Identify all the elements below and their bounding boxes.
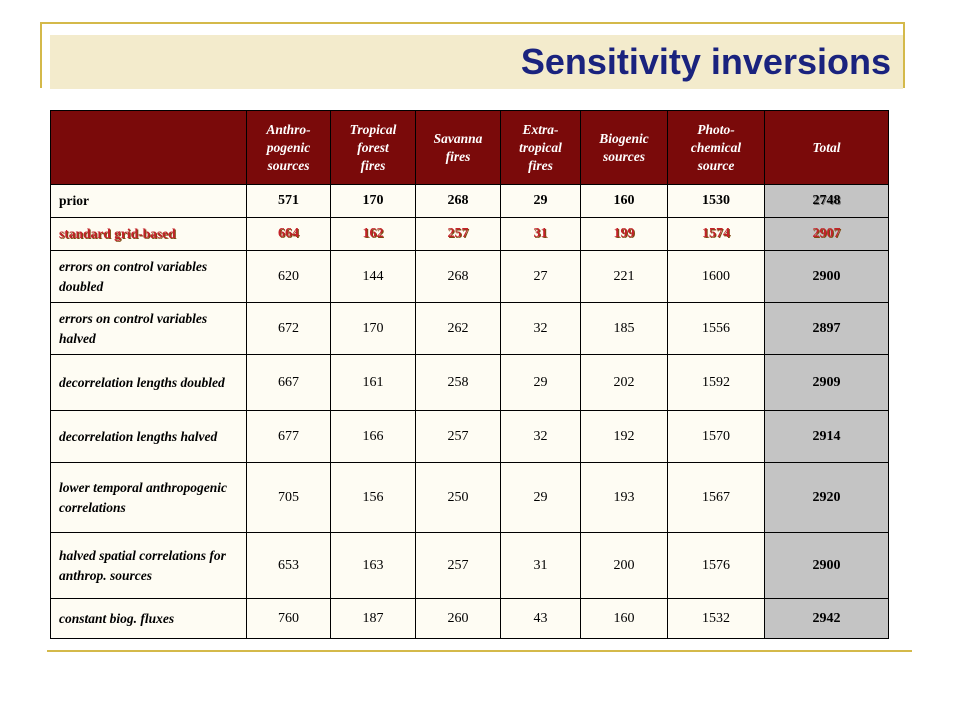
value-cell: 1576 (668, 533, 765, 599)
value-cell: 268 (416, 251, 501, 303)
value-cell: 162 (331, 218, 416, 251)
value-cell: 1574 (668, 218, 765, 251)
value-cell: 193 (581, 463, 668, 533)
value-cell: 192 (581, 411, 668, 463)
table-row (51, 303, 889, 355)
total-cell: 2942 (765, 599, 889, 639)
header-cell: Savanna fires (416, 111, 501, 185)
value-cell: 1530 (668, 185, 765, 218)
value-cell: 705 (247, 463, 331, 533)
value-cell: 200 (581, 533, 668, 599)
header-cell-empty (51, 111, 247, 185)
header-cell: Total (765, 111, 889, 185)
value-cell: 144 (331, 251, 416, 303)
value-cell: 187 (331, 599, 416, 639)
value-cell: 760 (247, 599, 331, 639)
value-cell: 27 (501, 251, 581, 303)
value-cell: 677 (247, 411, 331, 463)
slide-title: Sensitivity inversions (520, 41, 891, 82)
value-cell: 1592 (668, 355, 765, 411)
value-cell: 672 (247, 303, 331, 355)
value-cell: 250 (416, 463, 501, 533)
total-cell: 2900 (765, 251, 889, 303)
value-cell: 163 (331, 533, 416, 599)
value-cell: 667 (247, 355, 331, 411)
value-cell: 257 (416, 411, 501, 463)
value-cell: 160 (581, 599, 668, 639)
value-cell: 257 (416, 533, 501, 599)
sensitivity-table (50, 110, 889, 639)
row-label: decorrelation lengths doubled (51, 355, 247, 411)
value-cell: 29 (501, 185, 581, 218)
header-cell: Photo- chemical source (668, 111, 765, 185)
value-cell: 160 (581, 185, 668, 218)
row-label: decorrelation lengths halved (51, 411, 247, 463)
value-cell: 31 (501, 533, 581, 599)
table-body (51, 185, 889, 639)
frame-line-right (903, 22, 905, 88)
value-cell: 260 (416, 599, 501, 639)
table-row (51, 355, 889, 411)
value-cell: 156 (331, 463, 416, 533)
table-row (51, 411, 889, 463)
total-cell: 2897 (765, 303, 889, 355)
header-cell: Anthro- pogenic sources (247, 111, 331, 185)
value-cell: 29 (501, 355, 581, 411)
table-row (51, 218, 889, 251)
title-bar (50, 35, 903, 89)
value-cell: 199 (581, 218, 668, 251)
value-cell: 268 (416, 185, 501, 218)
table-row (51, 533, 889, 599)
value-cell: 1600 (668, 251, 765, 303)
header-row (51, 111, 889, 185)
row-label: standard grid-based (51, 218, 247, 251)
value-cell: 170 (331, 185, 416, 218)
value-cell: 32 (501, 303, 581, 355)
total-cell: 2907 (765, 218, 889, 251)
total-cell: 2900 (765, 533, 889, 599)
table-row (51, 463, 889, 533)
value-cell: 31 (501, 218, 581, 251)
value-cell: 1532 (668, 599, 765, 639)
header-cell: Tropical forest fires (331, 111, 416, 185)
table-row (51, 599, 889, 639)
row-label: prior (51, 185, 247, 218)
total-cell: 2920 (765, 463, 889, 533)
row-label: halved spatial correlations for anthrop. sources (51, 533, 247, 599)
table-row (51, 185, 889, 218)
row-label: errors on control variables halved (51, 303, 247, 355)
value-cell: 161 (331, 355, 416, 411)
value-cell: 258 (416, 355, 501, 411)
row-label: lower temporal anthropogenic correlations (51, 463, 247, 533)
value-cell: 166 (331, 411, 416, 463)
frame-line-bottom (47, 650, 912, 652)
value-cell: 620 (247, 251, 331, 303)
row-label: constant biog. fluxes (51, 599, 247, 639)
value-cell: 262 (416, 303, 501, 355)
value-cell: 185 (581, 303, 668, 355)
value-cell: 43 (501, 599, 581, 639)
value-cell: 221 (581, 251, 668, 303)
value-cell: 653 (247, 533, 331, 599)
frame-line-left (40, 22, 42, 88)
value-cell: 571 (247, 185, 331, 218)
value-cell: 664 (247, 218, 331, 251)
row-label: errors on control variables doubled (51, 251, 247, 303)
value-cell: 170 (331, 303, 416, 355)
value-cell: 257 (416, 218, 501, 251)
total-cell: 2909 (765, 355, 889, 411)
value-cell: 1570 (668, 411, 765, 463)
value-cell: 29 (501, 463, 581, 533)
total-cell: 2914 (765, 411, 889, 463)
header-cell: Biogenic sources (581, 111, 668, 185)
value-cell: 1567 (668, 463, 765, 533)
value-cell: 32 (501, 411, 581, 463)
frame-line-top (40, 22, 905, 24)
table-row (51, 251, 889, 303)
total-cell: 2748 (765, 185, 889, 218)
value-cell: 1556 (668, 303, 765, 355)
value-cell: 202 (581, 355, 668, 411)
header-cell: Extra- tropical fires (501, 111, 581, 185)
